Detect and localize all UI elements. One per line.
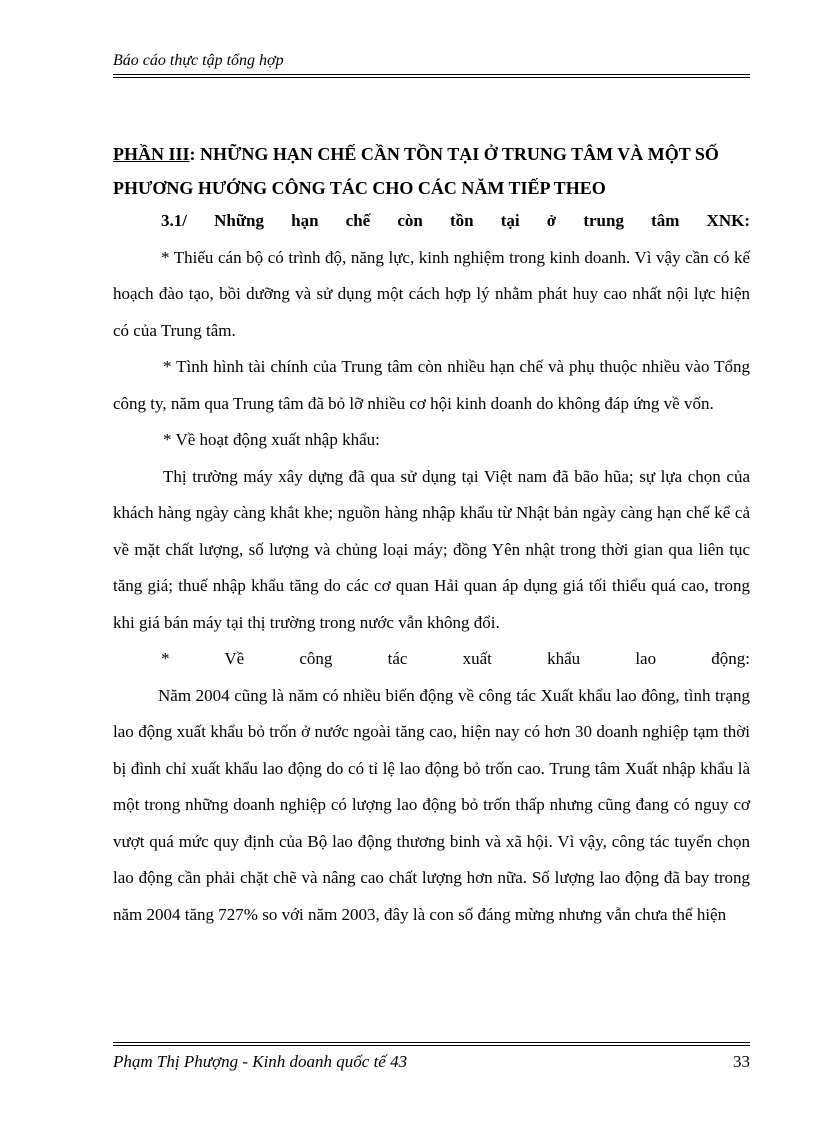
- paragraph-import-export-heading: * Về hoạt động xuất nhập khẩu:: [163, 430, 380, 449]
- part-label: PHẦN III: [113, 144, 190, 164]
- section-heading: 3.1/ Những hạn chế còn tồn tại ở trung tâm XNK:: [161, 211, 750, 230]
- footer-author: Phạm Thị Phượng - Kinh doanh quốc tế 43: [113, 1052, 408, 1071]
- footer-rule-bottom: [113, 1045, 750, 1046]
- document-body: [113, 203, 750, 933]
- header-rule-top: [113, 74, 750, 75]
- paragraph-staff: * Thiếu cán bộ có trình độ, năng lực, kinh nghiệm trong kinh doanh. Vì vậy cần có kế hoạch đào tạo, bồi dưỡng và sử dụng một cách hợp lý nhằm phát huy cao nhất nội lực hiện có của Trung tâm.: [113, 247, 750, 340]
- header-rule-bottom: [113, 77, 750, 78]
- footer-rule-top: [113, 1042, 750, 1043]
- page-header: Báo cáo thực tập tổng hợp: [113, 52, 284, 69]
- part-title-text: : NHỮNG HẠN CHẾ CẦN TỒN TẠI Ở TRUNG TÂM VÀ MỘT SỐ PHƯƠNG HƯỚNG CÔNG TÁC CHO CÁC NĂM TIẾP THEO: [113, 144, 719, 198]
- page-number: 33: [733, 1052, 750, 1071]
- paragraph-labor-export: Năm 2004 cũng là năm có nhiều biến động về công tác Xuất khẩu lao đông, tình trạng lao động xuất khẩu bỏ trốn ở nước ngoài tăng cao, hiện nay có hơn 30 doanh nghiệp tạm thời bị đình chỉ xuất khẩu lao động do có tỉ lệ lao động bỏ trốn cao. Trung tâm Xuất nhập khẩu là một trong những doanh nghiệp có lượng lao động bỏ trốn thấp nhưng cũng đang có nguy cơ vượt quá mức quy định của Bộ lao động thương binh và xã hội. Vì vậy, công tác tuyển chọn lao động cần phải chặt chẽ và nâng cao chất lượng hơn nữa. Số lượng lao động đã bay trong năm 2004 tăng 727% so với năm 2003, đây là con số đáng mừng nhưng vẫn chưa thể hiện: [113, 685, 750, 924]
- paragraph-finance: * Tình hình tài chính của Trung tâm còn nhiều hạn chế và phụ thuộc nhiều vào Tổng công ty, năm qua Trung tâm đã bỏ lỡ nhiều cơ hội kinh doanh do không đáp ứng về vốn.: [113, 357, 750, 413]
- part-title: [113, 137, 750, 205]
- paragraph-labor-export-heading: * Về công tác xuất khẩu lao động:: [161, 649, 750, 668]
- paragraph-machinery-market: Thị trường máy xây dựng đã qua sử dụng tại Việt nam đã bão hũa; sự lựa chọn của khách hàng ngày càng khắt khe; nguồn hàng nhập khẩu từ Nhật bản ngày càng hạn chế kể cả về mặt chất lượng, số lượng và chủng loại máy; đồng Yên nhật trong thời gian qua liên tục tăng giá; thuế nhập khẩu tăng do các cơ quan Hải quan áp dụng giá tối thiểu quá cao, trong khi giá bán máy tại thị trường trong nước vẫn không đổi.: [113, 466, 750, 632]
